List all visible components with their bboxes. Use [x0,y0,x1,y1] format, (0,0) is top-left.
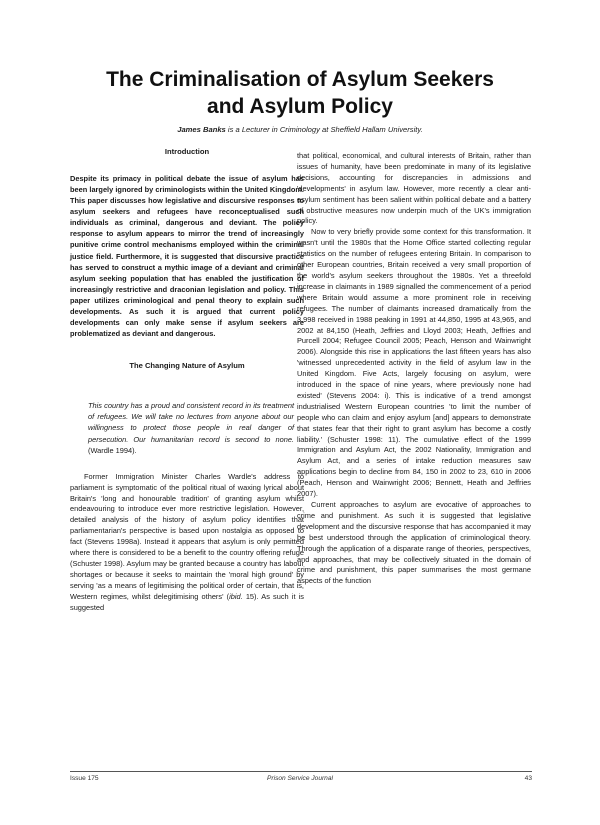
body-paragraph [70,472,304,614]
ibid-citation: ibid. [229,591,243,601]
footer-journal: Prison Service Journal [267,775,333,782]
quote-citation: (Wardle 1994). [88,445,137,455]
block-quote [88,400,294,455]
section-heading: The Changing Nature of Asylum [129,361,245,371]
body-paragraph: Now to very briefly provide some context for this transformation. It wasn't until the 1980s that the Home Office started collecting regular statistics on the number of refugees entering Britain. In comparison to other European countries, Britain received a very small proportion of the world's asylum seekers throughout the 1980s. Yet a threefold increase in claimants in 1989 signalled the commencement of a period where Britain would assume a more prominent role in receiving refugees. The number of claimants increased dramatically from the 3,998 received in 1988 peaking in 1991 at 44,850, 1995 at 43,965, and 2002 at 84,150 (Heath, Jeffries and Lloyd 2003; Heath, Jeffries and Purcell 2004; Refugee Council 2005; Peach, Henson and Wainwright 2006). Alongside this rise in applications the last fifteen years has also 'witnessed unprecedented activity in the field of asylum law in the United Kingdom. Five Acts, largely focusing on asylum, were introduced in the space of nine years, where previously none had existed' (Stevens 2004: i). This is indicative of a trend amongst industrialised Western European countries 'to limit the number of people who can claim and enjoy asylum [and] appears to demonstrate that states fear that their right to grant asylum has become a costly liability.' (Schuster 1998: 11). The cumulative effect of the 1999 Immigration and Asylum Act, the 2002 Nationality, Immigration and Asylum Act, and a series of intake reduction measures saw applications begin to decline from 84, 150 in 2002 to 23, 610 in 2006 (Peach, Henson and Wainwright 2006; Bennett, Heath and Jeffries 2007). [297,227,531,499]
footer-divider [70,771,532,772]
left-column [70,147,304,613]
body-paragraph-continued: that political, economical, and cultural interests of Britain, rather than issues of humanity, have been predominate in many of its legislative decisions, accounting for discrepancies in admissions and 'developments' in asylum law. However, more recently a clear anti-asylum sentiment has been salient within political debate and a battery of obstructive measures now underpin much of the UK's immigration policy. [297,151,531,226]
author-name: James Banks [177,125,226,134]
paragraph-text: Former Immigration Minister Charles Wardle's address to parliament is symptomatic of the political ritual of waxing lyrical about Britain's 'long and honourable tradition' of granting asylum whilst endeavouring to introduce ever more restrictive legislation. However, detailed analysis of the history of asylum policy identifies that parliamentarian's perspective is based upon nostalgia as opposed to fact (Stevens 1998a). Instead it appears that asylum is only permitted where there is considered to be a benefit to the country offering refuge (Schuster 1998). Asylum may be granted because a country has labour shortages or because it seeks to maintain the 'moral high ground' by serving 'as a means of legitimising the political order of certain, that is, Western regimes, whilst delegitimising others' ( [70,471,304,601]
author-byline [40,125,560,136]
title-line-2: and Asylum Policy [207,95,393,118]
page-number: 43 [524,775,532,782]
footer-issue: Issue 175 [70,775,99,782]
title-line-1: The Criminalisation of Asylum Seekers [106,68,494,91]
body-paragraph: Current approaches to asylum are evocative of approaches to crime and punishment. As such it is suggested that legislative development and the discursive response that has accompanied it may be best understood through the application of criminological theory. Through the application of a disparate range of theories, perspectives, and approaches, that may be collectively situated in the domain of crime and punishment, this paper summarises the most germane aspects of the function [297,500,531,586]
author-affiliation: is a Lecturer in Criminology at Sheffield Hallam University. [225,125,423,134]
article-title [40,66,560,120]
right-column [297,151,531,587]
introduction-heading: Introduction [164,147,210,156]
quote-text: This country has a proud and consistent record in its treatment of refugees. We will take no lectures from anyone about our willingness to protect those people in real danger of persecution. Our humanitarian record is second to none. [88,401,294,444]
abstract: Despite its primacy in political debate the issue of asylum has been largely ignored by criminologists within the United Kingdom. This paper discusses how legislative and discursive responses to asylum seekers and refugees have reconceptualised such individuals as criminal, dangerous and deviant. The policy response to asylum appears to mirror the trend of increasingly punitive crime control mechanisms employed within the criminal justice field. Furthermore, it is suggested that discursive practice has served to construct a mythic image of a deviant and criminal asylum seeking population that has enabled the justification of increasingly restrictive and draconian legislation and policy. This paper utilizes criminological and penal theory to explain such developments. As such it is argued that current policy developments can only make sense if asylum seekers are problematized as deviant and dangerous. [70,173,304,339]
paragraph-text-end: 15). As such it is suggested [70,591,304,612]
